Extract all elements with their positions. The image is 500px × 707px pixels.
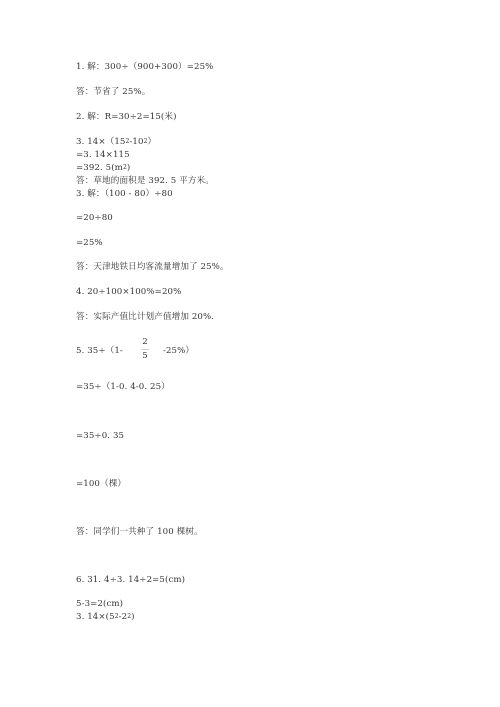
answer-3-step-1-exponent-1: 2 — [125, 138, 130, 145]
answer-3b-step-1 — [76, 189, 173, 200]
answer-5-conclusion-text: 答：同学们一共种了 100 棵树。 — [76, 527, 203, 537]
answer-3b-step-1-text: 3. 解：（100 - 80）÷80 — [76, 189, 173, 199]
answer-3-step-2-text: =3. 14×115 — [76, 150, 130, 160]
answer-6-step-3-exponent-1: 2 — [114, 613, 119, 620]
answer-3-step-1-part-a: 3. 14×（15 — [76, 137, 126, 147]
fraction-denominator: 5 — [142, 351, 148, 361]
answer-6-step-3-part-a: 3. 14×(5 — [76, 612, 115, 622]
answer-4-conclusion — [76, 312, 214, 323]
answer-6-step-1-text: 6. 31. 4÷3. 14÷2=5(cm) — [76, 575, 186, 585]
answer-3-step-1 — [76, 137, 156, 148]
answer-2-text: 2. 解：R=30÷2=15(米) — [76, 112, 177, 122]
answer-5-step-2 — [76, 382, 170, 393]
answer-4-conclusion-text: 答：实际产值比计划产值增加 20%. — [76, 312, 215, 322]
answer-6-step-3-part-b: -2 — [118, 612, 128, 622]
answer-1-line — [76, 62, 213, 73]
answer-5-conclusion — [76, 527, 203, 538]
answer-1-conclusion — [76, 87, 150, 98]
answer-3b-step-2 — [76, 213, 113, 224]
answer-5-step-1-part-a: 5. 35÷（1- — [76, 346, 123, 356]
answer-5-step-3 — [76, 431, 124, 442]
answer-3-conclusion — [76, 176, 214, 187]
answer-4-text: 4. 20÷100×100%=20% — [76, 287, 182, 297]
answer-2-line — [76, 112, 177, 123]
answer-1-text: 1. 解：300÷（900+300）=25% — [76, 62, 214, 72]
answer-6-step-1 — [76, 575, 185, 586]
fraction-bar — [142, 349, 149, 350]
answer-3-step-3-exponent: 2 — [122, 164, 127, 171]
answer-4-line — [76, 287, 181, 298]
answer-3-conclusion-text: 答：草地的面积是 392. 5 平方米。 — [76, 176, 214, 186]
answer-3-step-2 — [76, 150, 130, 161]
answer-3-step-1-exponent-2: 2 — [143, 138, 148, 145]
answer-6-step-3-exponent-2: 2 — [127, 613, 132, 620]
answer-6-step-3-part-c: ) — [131, 612, 135, 622]
answer-3-step-1-part-b: -10 — [129, 137, 144, 147]
answer-3-step-3 — [76, 163, 130, 174]
answer-3-step-1-part-c: ） — [147, 137, 157, 147]
answer-5-step-1-part-b: -25%） — [162, 346, 195, 356]
fraction-numerator: 2 — [142, 337, 148, 347]
answer-3-step-3-part-a: =392. 5(m — [76, 163, 123, 173]
answer-5-step-2-text: =35÷（1-0. 4-0. 25） — [76, 382, 170, 392]
answer-5-step-4-text: =100（棵） — [76, 479, 127, 489]
answer-5-step-3-text: =35÷0. 35 — [76, 431, 125, 441]
answer-3b-step-2-text: =20÷80 — [76, 213, 113, 223]
answer-1-conclusion-text: 答：节省了 25%。 — [76, 87, 151, 97]
answer-5-step-4 — [76, 479, 126, 490]
answer-3b-conclusion-text: 答：天津地铁日均客流量增加了 25%。 — [76, 262, 229, 272]
answer-6-step-3 — [76, 612, 135, 623]
answer-6-step-2 — [76, 599, 123, 610]
answer-3b-conclusion — [76, 262, 229, 273]
answer-3b-step-3-text: =25% — [76, 238, 103, 248]
answer-5-step-1 — [76, 346, 194, 357]
answer-3b-step-3 — [76, 238, 103, 249]
answer-3-step-3-part-b: ) — [126, 163, 131, 173]
answer-6-step-2-text: 5-3=2(cm) — [76, 599, 124, 609]
fraction-two-fifths — [139, 337, 151, 362]
